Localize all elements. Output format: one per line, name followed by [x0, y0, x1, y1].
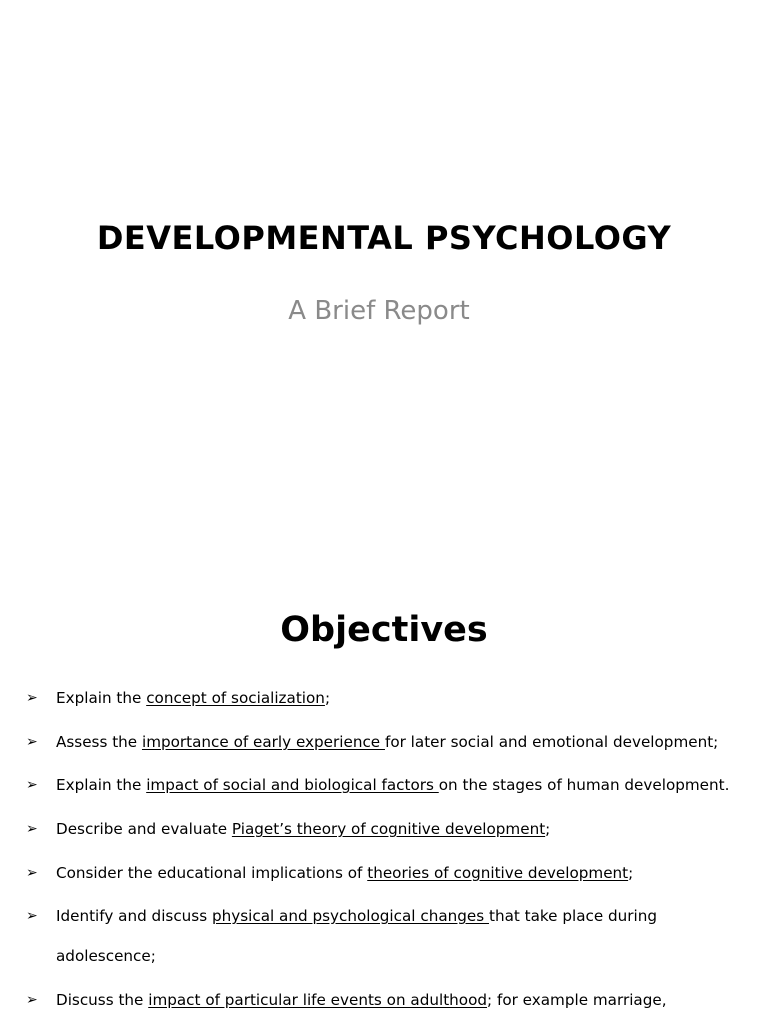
arrow-bullet-icon: ➢	[26, 992, 38, 1008]
objective-text: Identify and discuss physical and psychological changes that take place during	[56, 907, 658, 925]
arrow-bullet-icon: ➢	[26, 821, 38, 837]
arrow-bullet-icon: ➢	[26, 734, 38, 750]
objectives-slide	[0, 560, 768, 1024]
objective-text: Discuss the impact of particular life events on adulthood; for example marriage,	[56, 991, 667, 1009]
objective-text: Consider the educational implications of theories of cognitive development;	[56, 864, 634, 882]
objective-text: Explain the impact of social and biological factors on the stages of human development.	[56, 776, 730, 794]
objectives-heading: Objectives	[280, 610, 488, 650]
objective-text: Explain the concept of socialization;	[56, 689, 331, 707]
arrow-bullet-icon: ➢	[26, 865, 38, 881]
page-subtitle: A Brief Report	[288, 296, 470, 326]
arrow-bullet-icon: ➢	[26, 777, 38, 793]
arrow-bullet-icon: ➢	[26, 690, 38, 706]
objective-text: Assess the importance of early experience for later social and emotional development;	[56, 733, 719, 751]
page-title: DEVELOPMENTAL PSYCHOLOGY	[96, 219, 672, 257]
arrow-bullet-icon: ➢	[26, 908, 38, 924]
objective-continuation: adolescence;	[56, 947, 156, 965]
objective-text: Describe and evaluate Piaget’s theory of cognitive development;	[56, 820, 551, 838]
